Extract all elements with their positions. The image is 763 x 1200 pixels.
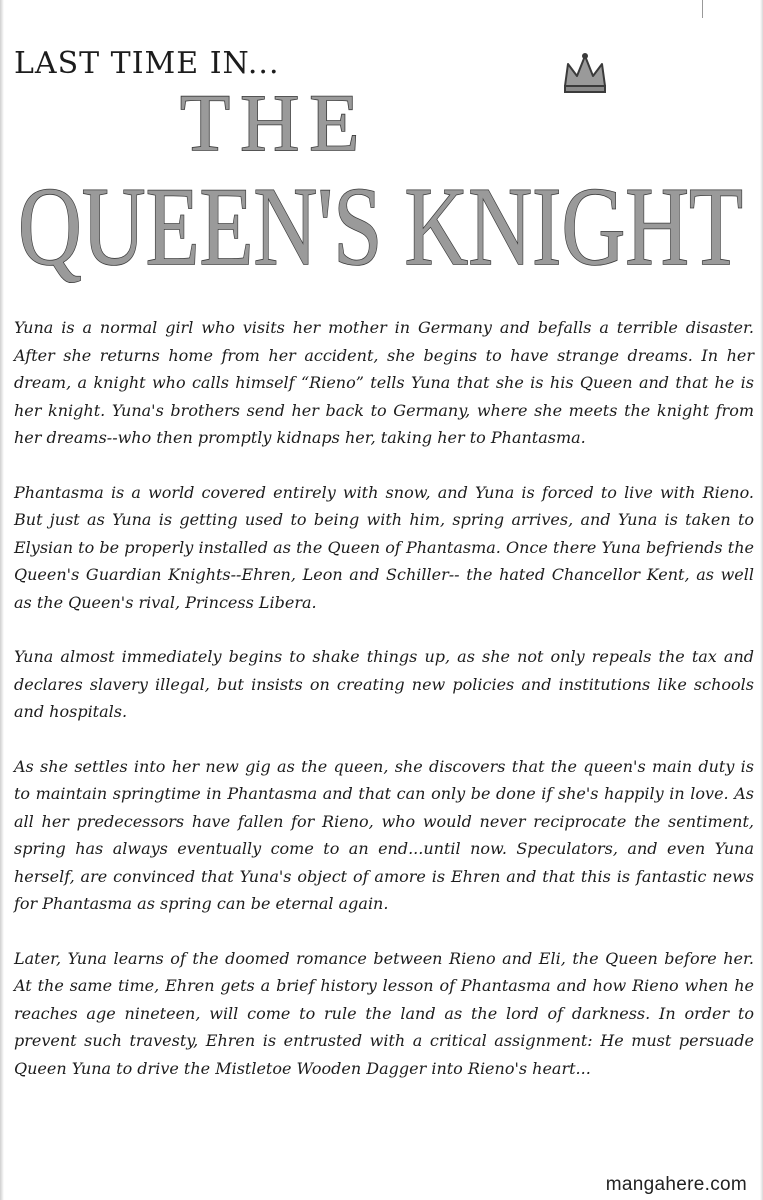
recap-paragraph-5: Later, Yuna learns of the doomed romance between Rieno and Eli, the Queen before her. At the same time, Ehren gets a brief history lesson of Phantasma and how Rieno when he reaches age nineteen, will come to rule the land as the lord of darkness. In order to prevent such travesty, Ehren is entrusted with a critical assignment: He must persuade Queen Yuna to drive the Mistletoe Wooden Dagger into Rieno's heart... <box>14 948 754 1078</box>
recap-kicker: LAST TIME IN... <box>14 46 280 81</box>
title-line-2: QUEEN'S KNIGHT <box>18 165 743 289</box>
recap-text <box>14 314 754 1109</box>
crown-icon <box>565 53 605 92</box>
recap-paragraph-3: Yuna almost immediately begins to shake things up, as she not only repeals the tax and declares slavery illegal, but insists on creating new policies and institutions like schools and hospitals. <box>14 647 754 721</box>
recap-paragraph-1: Yuna is a normal girl who visits her mother in Germany and befalls a terrible disaster. After she returns home from her accident, she begins to have strange dreams. In her dream, a knight who calls himself “Rieno” tells Yuna that she is his Queen and that he is her knight. Yuna's brothers send her back to Germany, where she meets the knight from her dreams--who then promptly kidnaps her, taking her to Phantasma. <box>14 318 754 447</box>
title-line-1: THE <box>180 77 370 168</box>
site-watermark: mangahere.com <box>605 1174 747 1195</box>
recap-paragraph-4: As she settles into her new gig as the queen, she discovers that the queen's main duty is to maintain springtime in Phantasma and that can only be done if she's happily in love. As all her predecessors have fallen for Rieno, who would never reciprocate the sentiment, spring has always eventually come to an end...until now. Speculators, and even Yuna herself, are convinced that Yuna's object of amore is Ehren and that this is fantastic news for Phantasma as spring can be eternal again. <box>14 756 754 913</box>
recap-paragraph-2: Phantasma is a world covered entirely with snow, and Yuna is forced to live with Rieno. But just as Yuna is getting used to being with him, spring arrives, and Yuna is taken to Elysian to be properly installed as the Queen of Phantasma. Once there Yuna befriends the Queen's Guardian Knights--Ehren, Leon and Schiller-- the hated Chancellor Kent, as well as the Queen's rival, Princess Libera. <box>14 482 754 612</box>
series-title-logo <box>0 0 763 300</box>
